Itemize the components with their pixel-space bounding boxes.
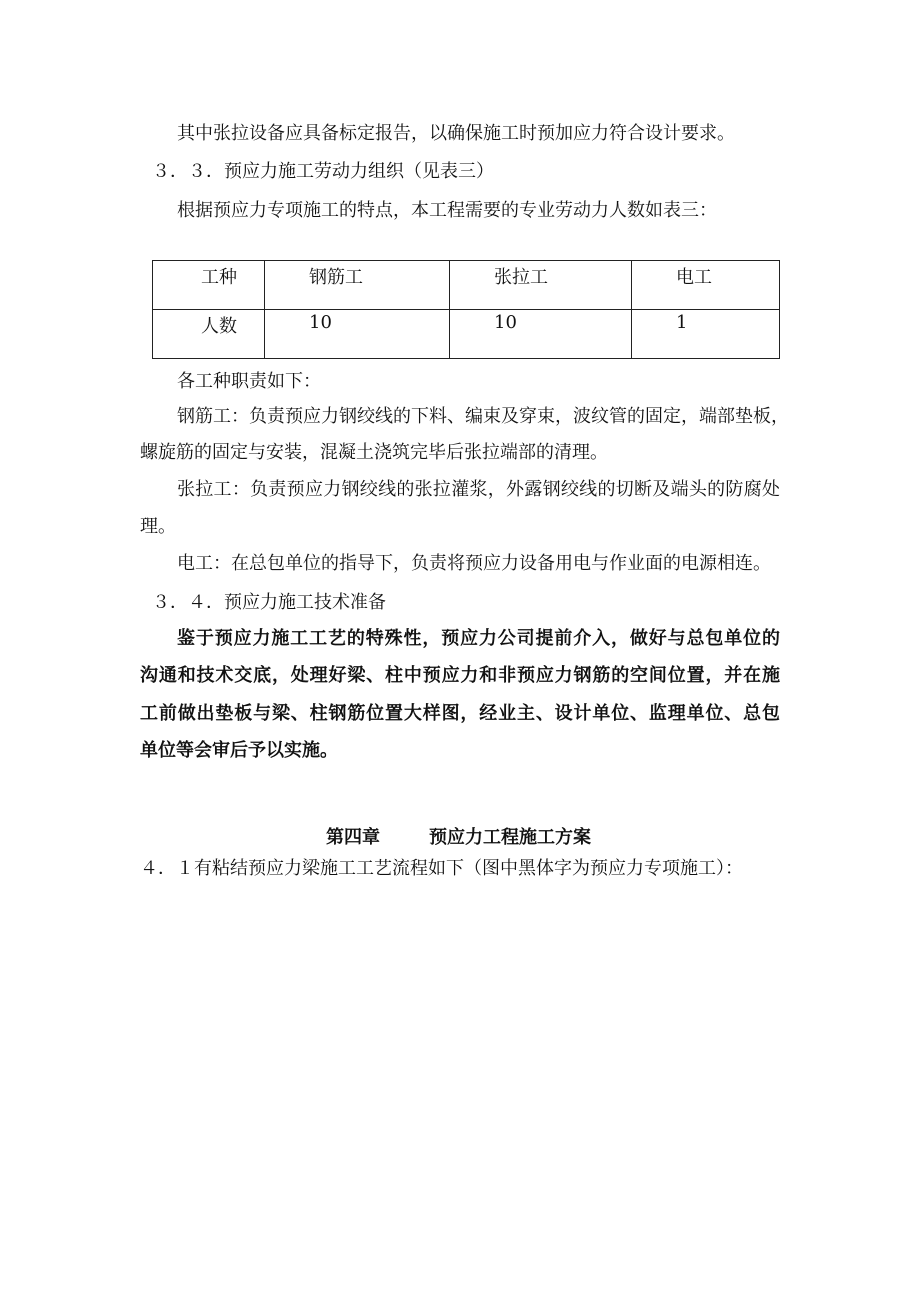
chapter-title: 预应力工程施工方案 <box>429 827 591 848</box>
table-cell: 人数 <box>153 310 265 359</box>
table-header-cell: 电工 <box>632 261 780 310</box>
paragraph-rebar-duties-line2: 螺旋筋的固定与安装，混凝土浇筑完毕后张拉端部的清理。 <box>140 442 608 463</box>
paragraph-tech-prep-line2: 沟通和技术交底，处理好梁、柱中预应力和非预应力钢筋的空间位置，并在施 <box>140 665 780 686</box>
paragraph-tech-prep-line1: 鉴于预应力施工工艺的特殊性，预应力公司提前介入，做好与总包单位的 <box>177 628 780 649</box>
labor-table <box>152 260 780 359</box>
section-heading-3-4: ３．４．预应力施工技术准备 <box>152 592 386 613</box>
paragraph-labor-intro: 根据预应力专项施工的特点，本工程需要的专业劳动力人数如表三： <box>177 200 717 221</box>
paragraph-duties-intro: 各工种职责如下： <box>177 371 321 392</box>
table-header-cell: 钢筋工 <box>265 261 450 310</box>
table-cell: 10 <box>450 310 632 359</box>
table-header-cell: 张拉工 <box>450 261 632 310</box>
table-cell: 1 <box>632 310 780 359</box>
chapter-number: 第四章 <box>326 827 380 848</box>
table-header-cell: 工种 <box>153 261 265 310</box>
section-heading-3-3: ３．３．预应力施工劳动力组织（见表三） <box>152 161 494 182</box>
paragraph-rebar-duties-line1: 钢筋工：负责预应力钢绞线的下料、编束及穿束，波纹管的固定，端部垫板， <box>177 406 789 427</box>
paragraph-tech-prep-line4: 单位等会审后予以实施。 <box>140 740 338 761</box>
paragraph-equipment-calibration: 其中张拉设备应具备标定报告，以确保施工时预加应力符合设计要求。 <box>177 123 735 144</box>
paragraph-tension-duties-line2: 理。 <box>140 516 176 537</box>
section-heading-4-1: ４．１有粘结预应力梁施工工艺流程如下（图中黑体字为预应力专项施工）： <box>140 858 743 879</box>
paragraph-tech-prep-line3: 工前做出垫板与梁、柱钢筋位置大样图，经业主、设计单位、监理单位、总包 <box>140 703 780 724</box>
table-row <box>153 310 780 359</box>
table-header-row <box>153 261 780 310</box>
paragraph-tension-duties-line1: 张拉工：负责预应力钢绞线的张拉灌浆，外露钢绞线的切断及端头的防腐处 <box>177 479 780 500</box>
paragraph-electrician-duties: 电工：在总包单位的指导下，负责将预应力设备用电与作业面的电源相连。 <box>177 553 771 574</box>
table-cell: 10 <box>265 310 450 359</box>
